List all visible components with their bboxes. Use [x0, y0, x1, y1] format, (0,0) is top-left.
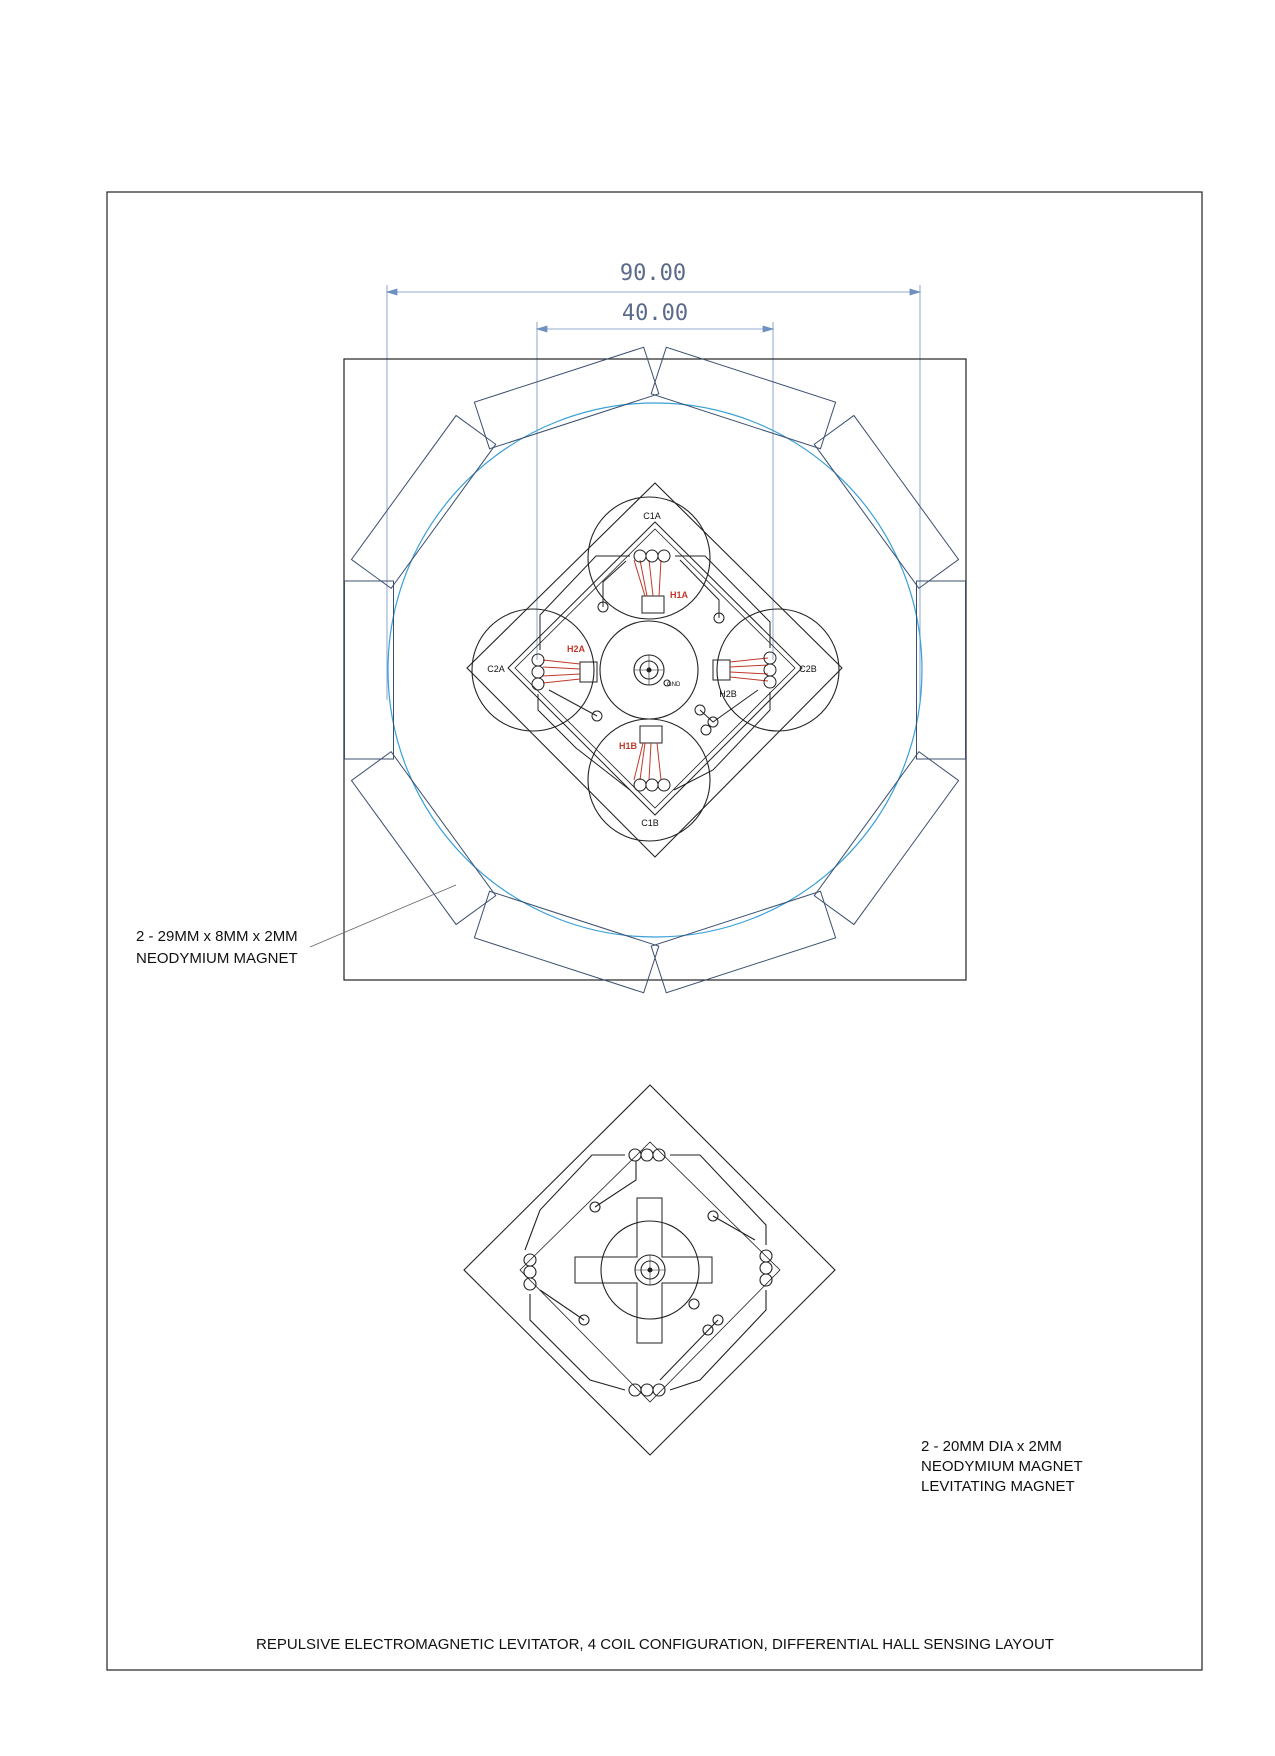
base-magnet-block	[814, 415, 958, 588]
coil-label-c2a: C2A	[487, 664, 505, 674]
base-magnet-leader	[310, 885, 456, 947]
coil-label-c1a: C1A	[643, 511, 661, 521]
base-magnet-block	[917, 581, 966, 759]
gnd-label: GND	[667, 682, 681, 688]
drawing-title: REPULSIVE ELECTROMAGNETIC LEVITATOR, 4 COIL CONFIGURATION, DIFFERENTIAL HALL SENSING LAYOUT	[256, 1636, 1054, 1653]
base-magnet-block	[474, 891, 658, 993]
base-magnet-block	[651, 347, 835, 449]
base-magnet-block	[351, 415, 495, 588]
hall-sensor-h2b	[713, 660, 730, 680]
base-magnet-block	[345, 581, 394, 759]
dimension-outer	[387, 285, 920, 700]
hall-label-h2a: H2A	[566, 644, 586, 654]
hall-sensor-h1b	[640, 726, 662, 743]
dimension-inner	[537, 322, 773, 660]
hall-sensor-h1a	[642, 596, 664, 613]
coil-label-c1b: C1B	[641, 818, 659, 828]
base-magnet-block	[651, 891, 835, 993]
hall-label-h1b: H1B	[618, 741, 638, 751]
levitating-magnet-note-line1: 2 - 20MM DIA x 2MM	[921, 1438, 1062, 1455]
central-hub	[600, 621, 698, 719]
dimension-inner-label: 40.00	[621, 301, 689, 326]
levitating-magnet-note-line2: NEODYMIUM MAGNET	[921, 1458, 1083, 1475]
coil-pads	[532, 550, 776, 791]
hall-label-h1a: H1A	[669, 590, 689, 600]
coil-c2b	[717, 609, 839, 731]
coil-label-c2b: C2B	[799, 664, 817, 674]
levitating-magnet-note-line3: LEVITATING MAGNET	[921, 1478, 1075, 1495]
base-magnet-note-line1: 2 - 29MM x 8MM x 2MM	[136, 928, 298, 945]
base-magnet-block	[474, 347, 658, 449]
pcb-top-traces	[538, 556, 770, 790]
dimension-outer-label: 90.00	[619, 261, 687, 286]
pcb-bottom	[464, 1085, 835, 1455]
base-magnet-note-line2: NEODYMIUM MAGNET	[136, 950, 298, 967]
base-plate	[344, 359, 966, 980]
hall-label-h2b: H2B	[719, 689, 737, 699]
base-magnet-block	[814, 752, 958, 925]
